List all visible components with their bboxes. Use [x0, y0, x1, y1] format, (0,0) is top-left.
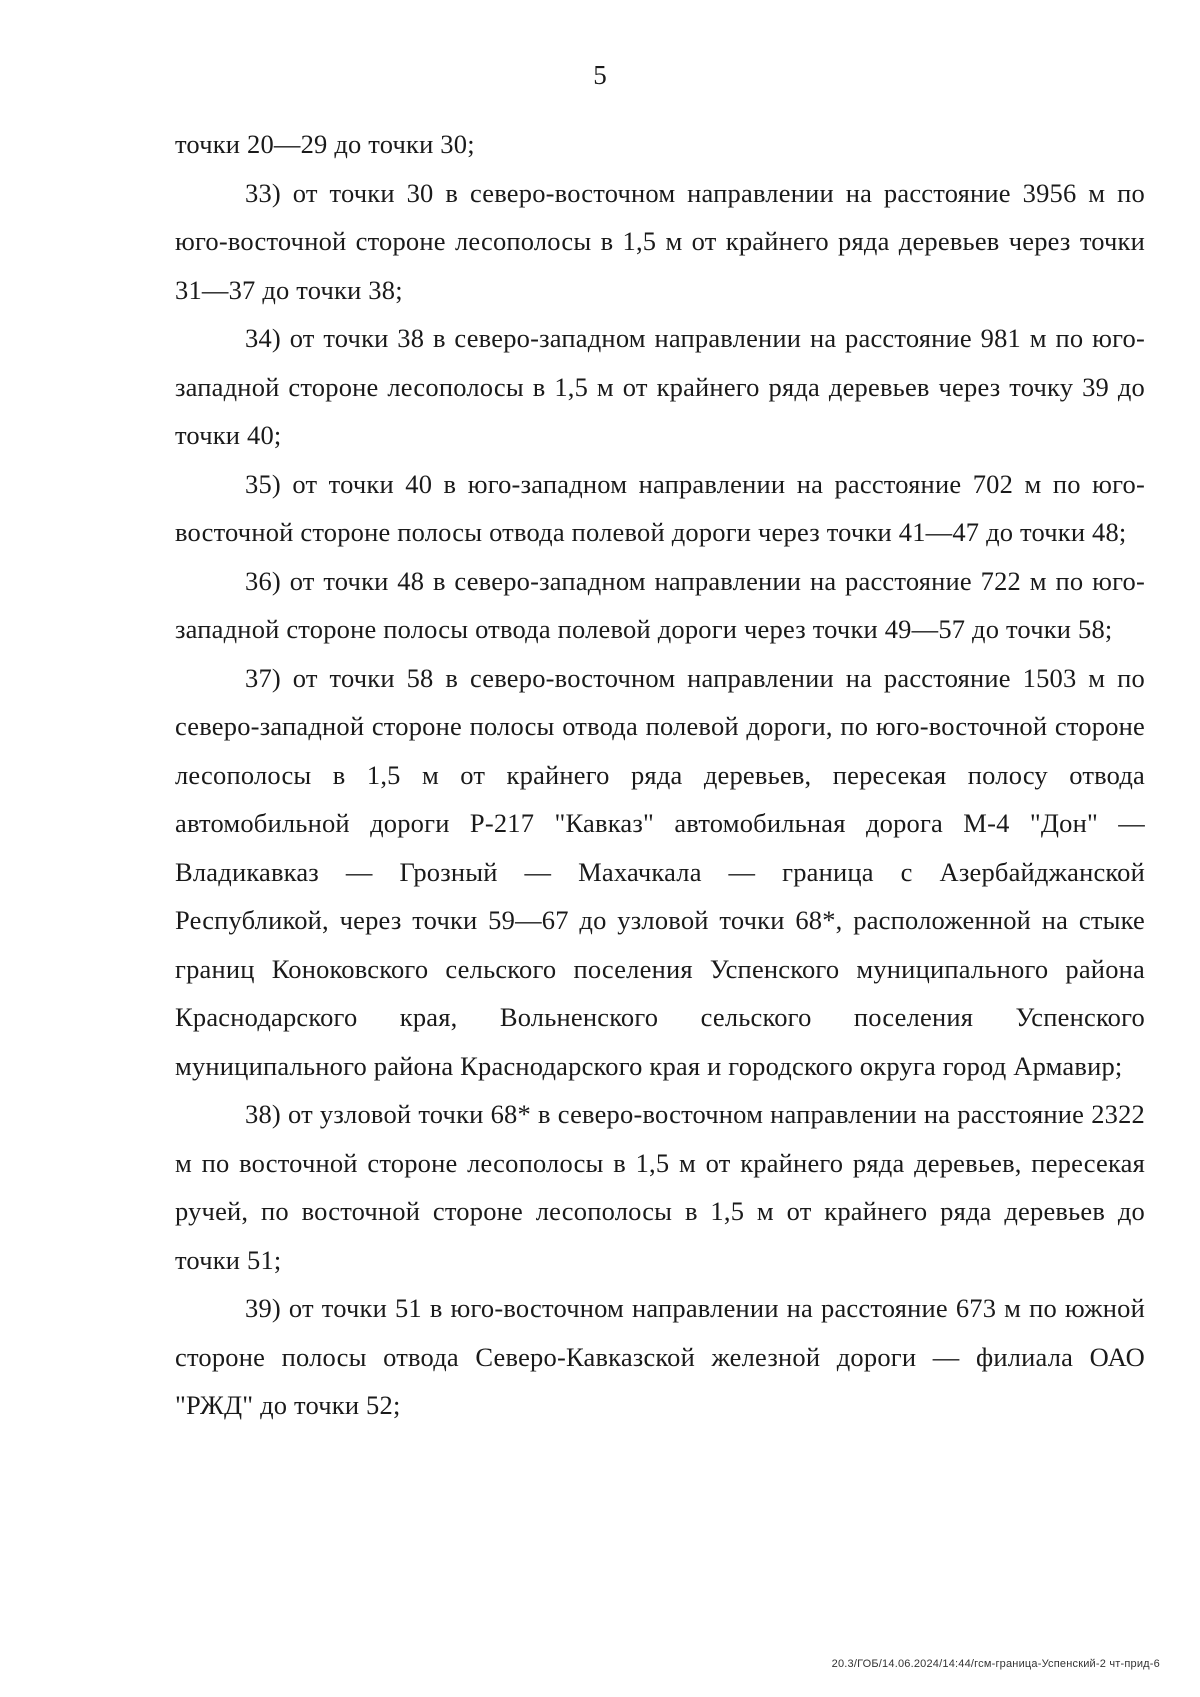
- paragraph-item-36: 36) от точки 48 в северо-западном направлении на расстояние 722 м по юго-западной стороне полосы отвода полевой дороги через точки 49—57 до точки 58;: [175, 565, 1145, 644]
- paragraph-item-39: 39) от точки 51 в юго-восточном направлении на расстояние 673 м по южной стороне полосы отвода Северо-Кавказской железной дороги — филиала ОАО "РЖД" до точки 52;: [175, 1293, 1145, 1420]
- paragraph-item-37: 37) от точки 58 в северо-восточном направлении на расстояние 1503 м по северо-западной стороне полосы отвода полевой дороги, по юго-восточной стороне лесополосы в 1,5 м от крайнего ряда деревьев, пересекая полосу отвода автомобильной дороги Р-217 "Кавказ" автомобильная дорога М-4 "Дон" — Владикавказ — Грозный — Махачкала — граница с Азербайджанской Республикой, через точки 59—67 до узловой точки 68*, расположенной на стыке границ Коноковского сельского поселения Успенского муниципального района Краснодарского края, Вольненского сельского поселения Успенского муниципального района Краснодарского края и городского округа город Армавир;: [175, 662, 1145, 1081]
- paragraph-item-35: 35) от точки 40 в юго-западном направлении на расстояние 702 м по юго-восточной стороне полосы отвода полевой дороги через точки 41—47 до точки 48;: [175, 468, 1145, 547]
- paragraph-item-33: 33) от точки 30 в северо-восточном направлении на расстояние 3956 м по юго-восточной стороне лесополосы в 1,5 м от крайнего ряда деревьев через точки 31—37 до точки 38;: [175, 177, 1145, 305]
- paragraph-continuation: точки 20—29 до точки 30;: [175, 129, 475, 159]
- paragraph-item-34: 34) от точки 38 в северо-западном направлении на расстояние 981 м по юго-западной стороне лесополосы в 1,5 м от крайнего ряда деревьев через точку 39 до точки 40;: [175, 323, 1145, 450]
- page-number: 5: [593, 60, 607, 90]
- paragraph-item-38: 38) от узловой точки 68* в северо-восточном направлении на расстояние 2322 м по восточной стороне лесополосы в 1,5 м от крайнего ряда деревьев, пересекая ручей, по восточной стороне лесополосы в 1,5 м от крайнего ряда деревьев до точки 51;: [175, 1099, 1145, 1275]
- document-footer-code: 20.3/ГОБ/14.06.2024/14:44/гсм-граница-Успенский-2 чт-прид-6: [831, 1658, 1160, 1670]
- document-body: [175, 120, 1145, 1430]
